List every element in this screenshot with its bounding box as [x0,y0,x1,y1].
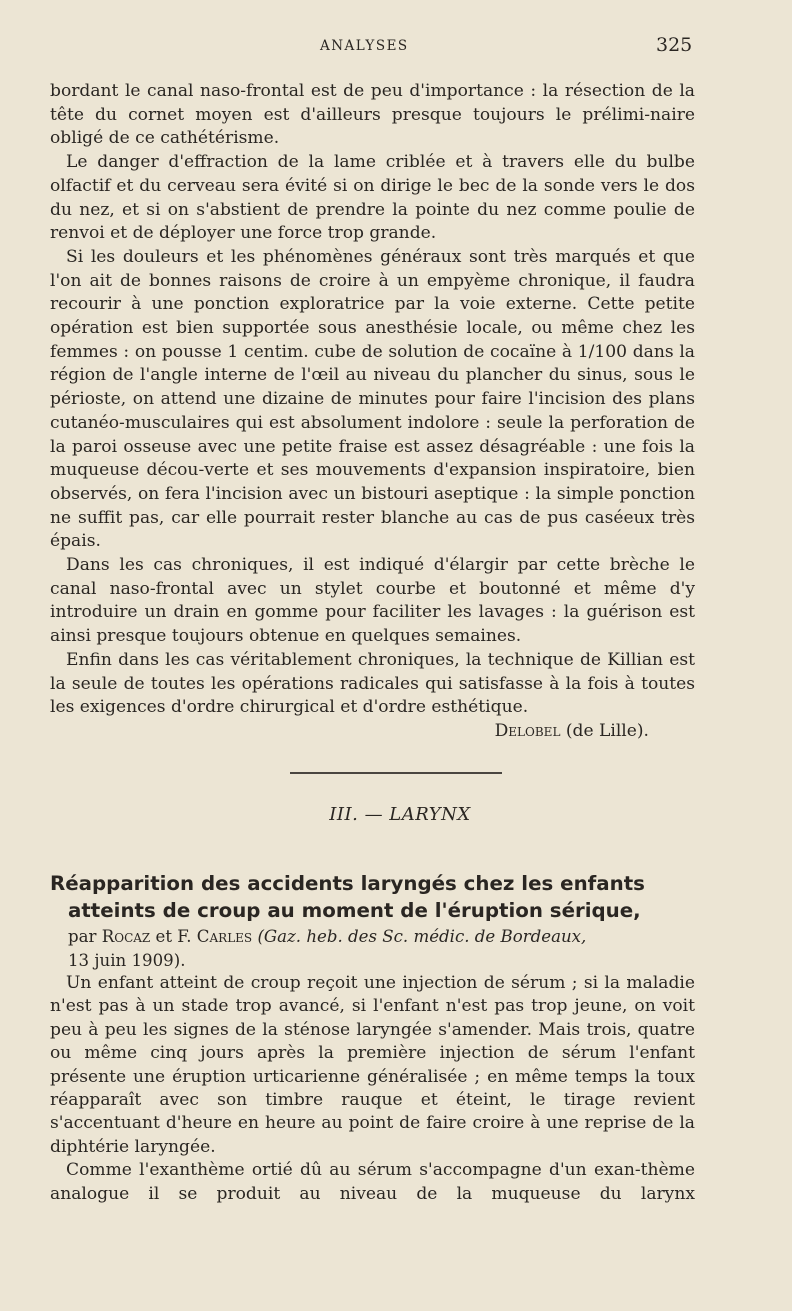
signature-name: Delobel [494,720,561,741]
paragraph: Le danger d'effraction de la lame criblée et à travers elle du bulbe olfactif et du cerveau sera évité si on dirige le bec de la sonde vers le dos du nez, et si on s'abstient de prendre la pointe du nez comme poulie de renvoi et de déployer une force trop grande. [50,152,695,244]
paragraph: bordant le canal naso-frontal est de peu d'importance : la résection de la tête du cornet moyen est d'ailleurs presque toujours le prélimi-naire obligé de ce cathétérisme. [50,81,695,149]
signature-place: (de Lille). [565,720,649,741]
citation-date: 13 juin 1909). [68,950,186,970]
citation-source: (Gaz. heb. des Sc. médic. de Bordeaux, [257,927,587,946]
author-1: Rocaz [101,927,151,946]
paragraph: Comme l'exanthème ortié dû au sérum s'accompagne d'un exan-thème analogue il se produit au niveau de la muqueuse du larynx [50,1160,695,1204]
paragraph: Enfin dans les cas véritablement chroniques, la technique de Killian est la seule de toutes les opérations radicales qui satisfasse à la fois à toutes les exigences d'ordre chirurgical et d'ordre esthétique. [50,649,695,718]
paragraph: Un enfant atteint de croup reçoit une injection de sérum ; si la maladie n'est pas à un stade trop avancé, si l'enfant n'est pas trop jeune, on voit peu à peu les signes de la sténose laryngée s'amender. Mais trois, quatre ou même cinq jours après la première injection de sérum l'enfant présente une éruption urticarienne généralisée ; en même temps la toux réapparaît avec son timbre rauque et éteint, le tirage revient s'accentuant d'heure en heure au point de faire croire à une reprise de la diphtérie laryngée. [50,973,695,1157]
running-title: ANALYSES [320,38,409,54]
title-line-1: Réapparition des accidents laryngés chez les enfants [50,872,645,895]
title-line-2: atteints de croup au moment de l'éruption sérique, [68,899,641,922]
citation-par: par [68,927,97,946]
paragraph: Dans les cas chroniques, il est indiqué d'élargir par cette brèche le canal naso-frontal avec un stylet courbe et boutonné et même d'y introduire un drain en gomme pour faciliter les lavages : la guérison est ainsi presque toujours obtenue en quelques semaines. [50,555,695,647]
citation-et: et F. [155,927,192,946]
running-header [0,34,800,58]
article-2-body [50,972,695,1206]
section-heading: III. — LARYNX [329,804,471,825]
page-number: 325 [656,34,693,56]
page-edge [792,0,800,1311]
article-2-citation [68,925,695,972]
article-1-body [50,80,695,744]
article-2-title [50,870,695,924]
signature [50,720,695,744]
author-2: Carles [196,927,253,946]
paragraph: Si les douleurs et les phénomènes généraux sont très marqués et que l'on ait de bonnes raisons de croire à un empyème chronique, il faudra recourir à une ponction exploratrice par la voie externe. Cette petite opération est bien supportée sous anesthésie locale, ou même chez les femmes : on pousse 1 centim. cube de solution de cocaïne à 1/100 dans la région de l'angle interne de l'œil au niveau du plancher du sinus, sous le périoste, on attend une dizaine de minutes pour faire l'incision des plans cutanéo-musculaires qui est absolument indolore : seule la perforation de la paroi osseuse avec une petite fraise est assez désagréable : une fois la muqueuse décou-verte et ses mouvements d'expansion inspiratoire, bien observés, on fera l'incision avec un bistouri aseptique : la simple ponction ne suffit pas, car elle pourrait rester blanche au cas de pus caséeux très épais. [50,246,695,552]
section-divider [290,772,502,774]
